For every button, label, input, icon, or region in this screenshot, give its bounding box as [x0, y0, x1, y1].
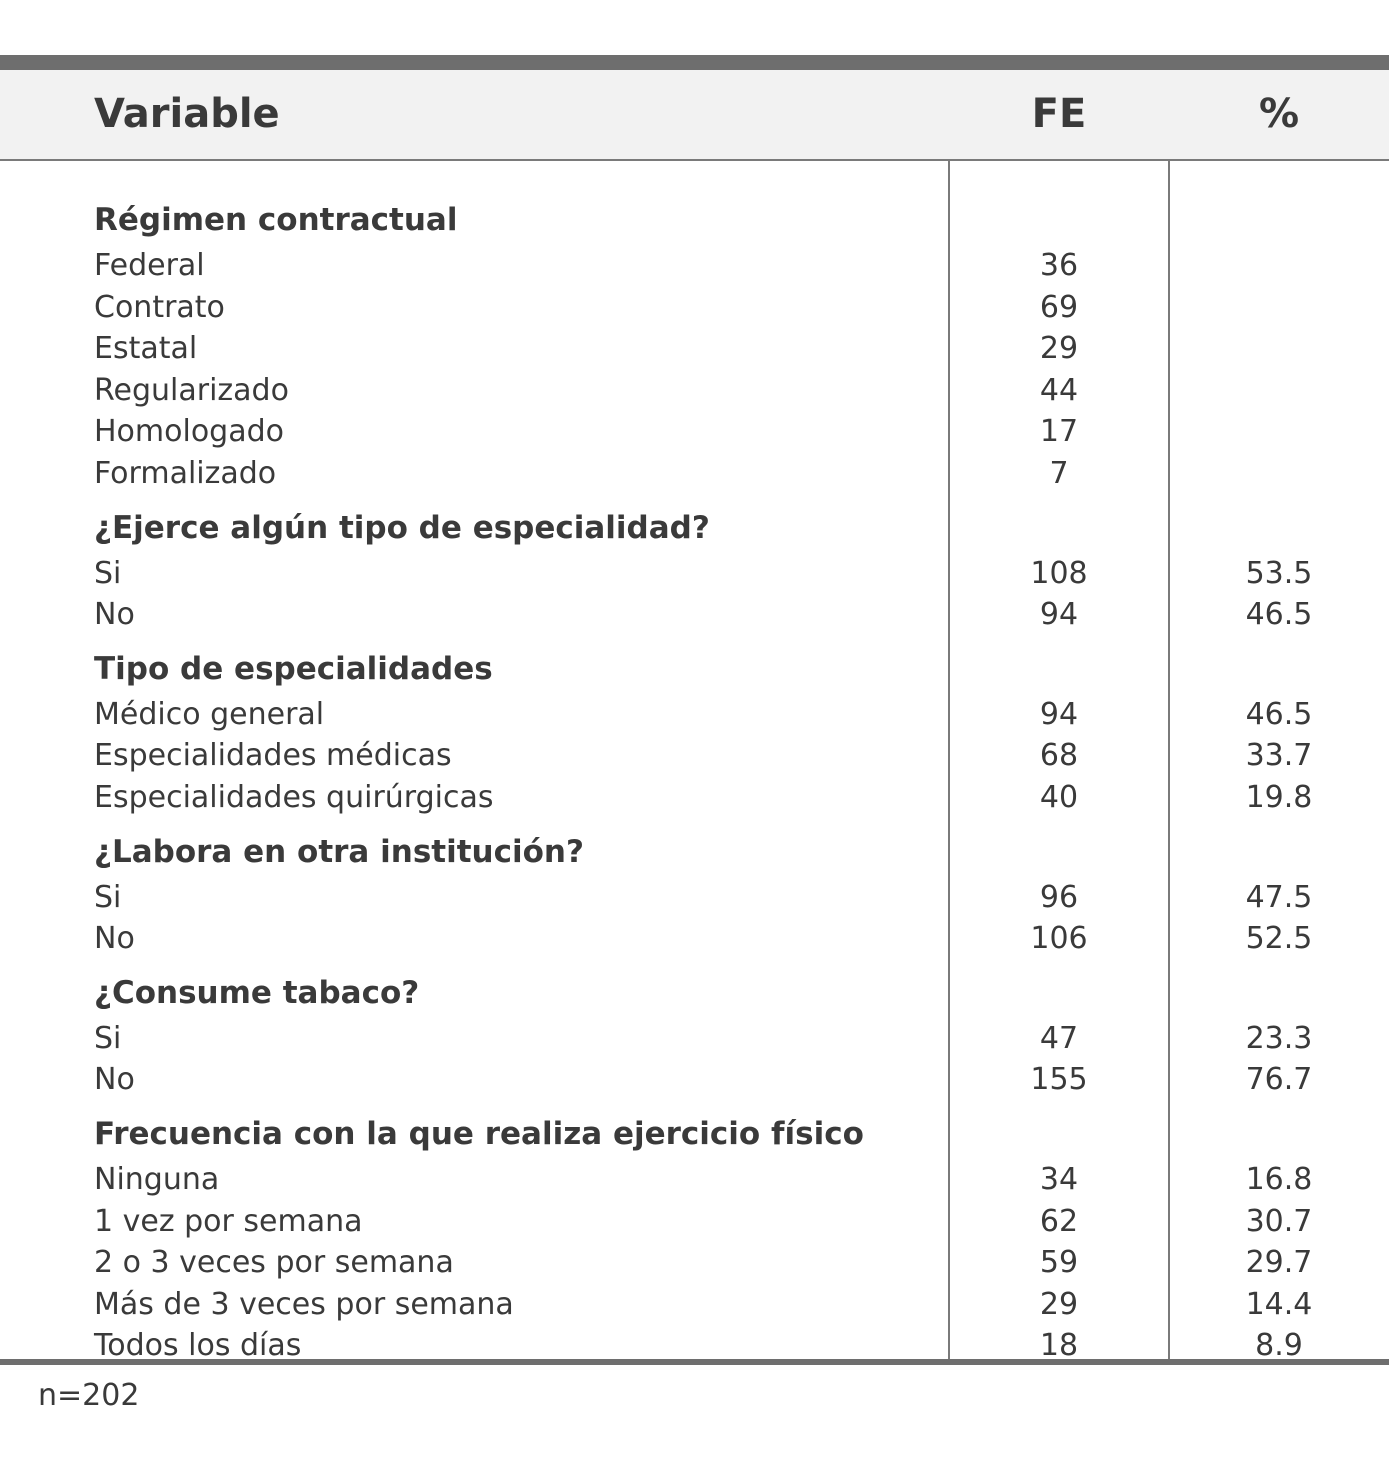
row-label: Estatal: [94, 331, 198, 367]
row-label: Si: [94, 555, 122, 591]
row-fe: 94: [1039, 696, 1079, 732]
table-row: [0, 328, 1389, 370]
row-percent: 29.7: [1245, 1245, 1313, 1281]
row-label: Si: [94, 879, 122, 915]
row-fe: 106: [1030, 921, 1088, 957]
row-percent: 46.5: [1245, 696, 1313, 732]
table-header: [0, 70, 1389, 161]
table-row: [0, 1242, 1389, 1284]
row-percent: 14.4: [1245, 1286, 1313, 1322]
row-label: No: [94, 597, 135, 633]
table-row: [0, 1284, 1389, 1326]
row-label: Federal: [94, 248, 205, 283]
row-fe: 155: [1030, 1062, 1088, 1098]
row-fe: 44: [1039, 372, 1079, 408]
row-label: No: [94, 1062, 135, 1098]
table-row: [0, 370, 1389, 412]
row-label: Ninguna: [94, 1161, 220, 1197]
row-fe: 18: [1039, 1328, 1079, 1364]
table-row: [0, 1018, 1389, 1060]
section-title: Frecuencia con la que realiza ejercicio físico: [94, 1115, 864, 1152]
row-percent: 19.8: [1245, 779, 1313, 815]
table-row: [0, 1325, 1389, 1367]
section-title: Tipo de especialidades: [94, 650, 493, 687]
row-label: Médico general: [94, 696, 325, 732]
data-table: [0, 55, 1389, 1365]
table-row: [0, 1059, 1389, 1101]
row-percent: 47.5: [1245, 879, 1313, 915]
row-fe: 29: [1039, 1286, 1079, 1322]
table-row: [0, 594, 1389, 636]
row-fe: 7: [1049, 455, 1069, 491]
row-percent: 53.5: [1245, 555, 1313, 591]
row-fe: 69: [1039, 289, 1079, 325]
table-row: [0, 287, 1389, 329]
row-fe: 40: [1039, 779, 1079, 815]
table-row: [0, 411, 1389, 453]
table-row: [0, 777, 1389, 819]
section-title: ¿Ejerce algún tipo de especialidad?: [94, 509, 710, 546]
table-row: [0, 245, 1389, 287]
table-row: [0, 453, 1389, 495]
table-rows: [0, 195, 1389, 1367]
row-label: Contrato: [94, 289, 225, 325]
row-fe: 68: [1039, 738, 1079, 774]
row-fe: 34: [1039, 1161, 1079, 1197]
header-percent: %: [1258, 91, 1300, 137]
row-fe: 96: [1039, 879, 1079, 915]
table-body: [0, 161, 1389, 1364]
table-row: [0, 694, 1389, 736]
row-fe: 59: [1039, 1245, 1079, 1281]
row-label: Especialidades médicas: [94, 738, 452, 774]
row-fe: 17: [1039, 414, 1079, 450]
row-percent: 16.8: [1245, 1161, 1313, 1197]
row-label: Formalizado: [94, 455, 277, 491]
table-row: [0, 918, 1389, 960]
row-fe: 94: [1039, 597, 1079, 633]
row-fe: 47: [1039, 1020, 1079, 1056]
section-title: ¿Labora en otra institución?: [94, 833, 584, 870]
row-percent: 23.3: [1245, 1020, 1313, 1056]
table-top-rule: [0, 55, 1389, 70]
row-percent: 46.5: [1245, 597, 1313, 633]
table-row: [0, 877, 1389, 919]
row-fe: 36: [1039, 248, 1079, 283]
row-label: 2 o 3 veces por semana: [94, 1245, 454, 1281]
row-label: Homologado: [94, 414, 285, 450]
table-row: [0, 1159, 1389, 1201]
row-percent: 52.5: [1245, 921, 1313, 957]
table-row: [0, 553, 1389, 595]
row-fe: 108: [1030, 555, 1088, 591]
row-percent: 33.7: [1245, 738, 1313, 774]
table-row: [0, 1201, 1389, 1243]
row-label: Todos los días: [94, 1328, 302, 1364]
row-label: Regularizado: [94, 372, 289, 408]
row-label: Especialidades quirúrgicas: [94, 779, 494, 815]
row-percent: 8.9: [1255, 1328, 1303, 1364]
row-fe: 29: [1039, 331, 1079, 367]
row-label: Más de 3 veces por semana: [94, 1286, 514, 1322]
row-label: Si: [94, 1020, 122, 1056]
row-percent: 30.7: [1245, 1203, 1313, 1239]
section-title: ¿Consume tabaco?: [94, 974, 420, 1011]
header-fe: FE: [1031, 91, 1087, 137]
row-label: 1 vez por semana: [94, 1203, 363, 1239]
header-variable: Variable: [94, 91, 280, 137]
row-percent: 76.7: [1245, 1062, 1313, 1098]
section-title: Régimen contractual: [94, 202, 458, 238]
table-row: [0, 735, 1389, 777]
sample-size-note: n=202: [38, 1378, 140, 1413]
row-fe: 62: [1039, 1203, 1079, 1239]
row-label: No: [94, 921, 135, 957]
